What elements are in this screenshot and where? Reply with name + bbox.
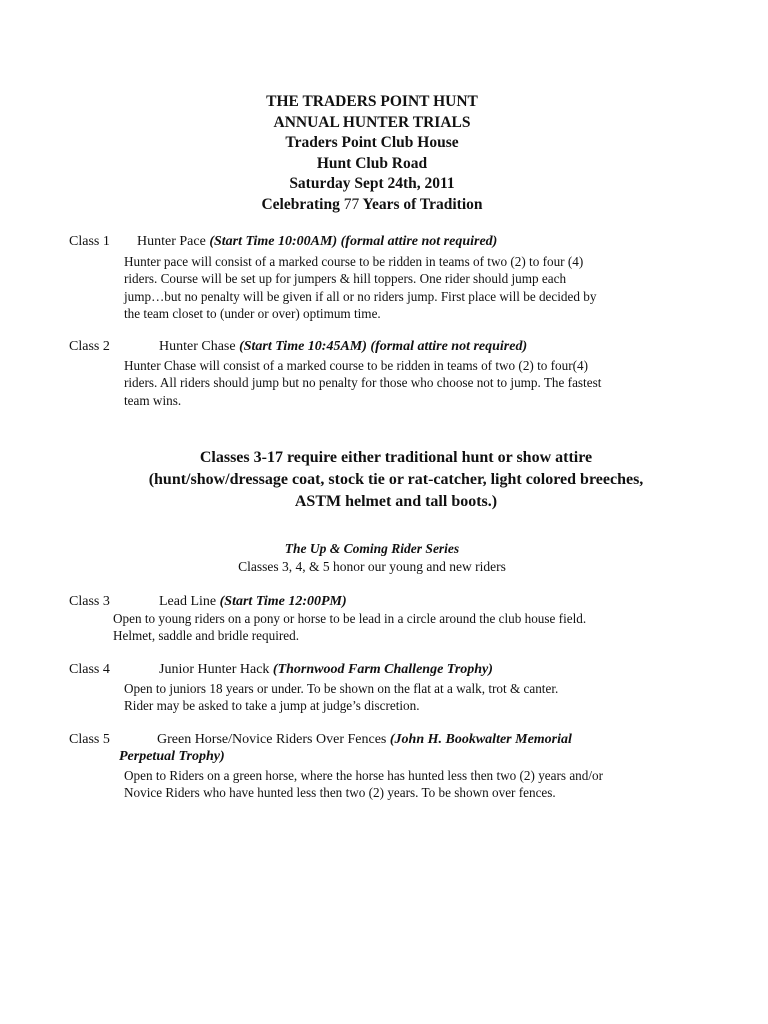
- class-2-line: Hunter Chase will consist of a marked course to be ridden in teams of two (2) to four(4): [124, 358, 589, 373]
- class-5-number: Class 5: [69, 732, 110, 747]
- class-4-number: Class 4: [69, 662, 110, 677]
- class-1-detail: (Start Time 10:00AM) (formal attire not required): [209, 234, 498, 249]
- header-event-title: ANNUAL HUNTER TRIALS: [273, 113, 471, 131]
- class-1-line: the team closet to (under or over) optimum time.: [124, 305, 381, 321]
- header-venue: Traders Point Club House: [285, 134, 459, 151]
- class-2-description: [124, 357, 601, 409]
- class-3-detail: (Start Time 12:00PM): [219, 594, 347, 609]
- class-3-line: Open to young riders on a pony or horse to be lead in a circle around the club house field.: [113, 611, 587, 626]
- class-3-number: Class 3: [69, 594, 110, 609]
- class-2-line: team wins.: [124, 392, 182, 408]
- class-2-heading: [69, 339, 527, 355]
- header-celebrating: [0, 195, 744, 216]
- celebrating-years-number: 77: [343, 195, 360, 213]
- header-date: Saturday Sept 24th, 2011: [289, 175, 455, 192]
- attire-line: (hunt/show/dressage coat, stock tie or rat-catcher, light colored breeches,: [148, 471, 644, 488]
- class-5-detail-cont: Perpetual Trophy): [119, 749, 225, 764]
- class-5-heading-cont: [119, 749, 225, 765]
- class-5-name: Green Horse/Novice Riders Over Fences: [157, 732, 390, 747]
- attire-line: Classes 3-17 require either traditional hunt or show attire: [199, 449, 593, 466]
- class-2-detail: (Start Time 10:45AM) (formal attire not required): [239, 339, 528, 354]
- class-5-line: Novice Riders who have hunted less then two (2) years. To be shown over fences.: [124, 785, 556, 801]
- class-4-description: [124, 680, 558, 715]
- class-4-detail: (Thornwood Farm Challenge Trophy): [272, 662, 493, 677]
- class-1-name: Hunter Pace: [137, 234, 210, 249]
- class-5-heading: [69, 732, 572, 748]
- class-3-description: [113, 610, 586, 645]
- celebrating-suffix: Years of Tradition: [359, 195, 483, 213]
- class-1-line: jump…but no penalty will be given if all or no riders jump. First place will be decided by: [124, 288, 597, 304]
- series-title: The Up & Coming Rider Series: [284, 541, 460, 556]
- class-1-number: Class 1: [69, 234, 110, 249]
- class-4-line: Open to juniors 18 years or under. To be shown on the flat at a walk, trot & canter.: [124, 681, 559, 696]
- attire-line: ASTM helmet and tall boots.): [294, 493, 498, 510]
- class-4-heading: [69, 662, 493, 678]
- class-1-line: Hunter pace will consist of a marked course to be ridden in teams of two (2) to four (4): [124, 254, 584, 269]
- class-1-description: [124, 253, 596, 322]
- class-5-description: [124, 767, 603, 802]
- class-2-line: riders. All riders should jump but no penalty for those who choose not to jump. The fastest: [124, 375, 602, 391]
- class-1-line: riders. Course will be set up for jumpers & hill toppers. One rider should jump each: [124, 271, 567, 287]
- header-road: Hunt Club Road: [316, 154, 428, 172]
- class-3-heading: [69, 594, 347, 610]
- class-1-heading: [69, 234, 497, 250]
- attire-requirements: [0, 447, 768, 513]
- celebrating-prefix: Celebrating: [261, 195, 344, 213]
- class-2-number: Class 2: [69, 339, 110, 354]
- class-4-name: Junior Hunter Hack: [159, 662, 273, 677]
- event-header: [0, 92, 744, 215]
- class-2-name: Hunter Chase: [159, 339, 240, 354]
- class-3-line: Helmet, saddle and bridle required.: [113, 628, 300, 644]
- class-5-line: Open to Riders on a green horse, where the horse has hunted less then two (2) years and/or: [124, 768, 604, 783]
- class-4-line: Rider may be asked to take a jump at judge’s discretion.: [124, 698, 420, 714]
- header-hunt-name: THE TRADERS POINT HUNT: [266, 93, 478, 110]
- class-5-detail: (John H. Bookwalter Memorial: [389, 732, 572, 747]
- class-3-name: Lead Line: [159, 594, 220, 609]
- series-subtitle: Classes 3, 4, & 5 honor our young and new riders: [238, 559, 506, 574]
